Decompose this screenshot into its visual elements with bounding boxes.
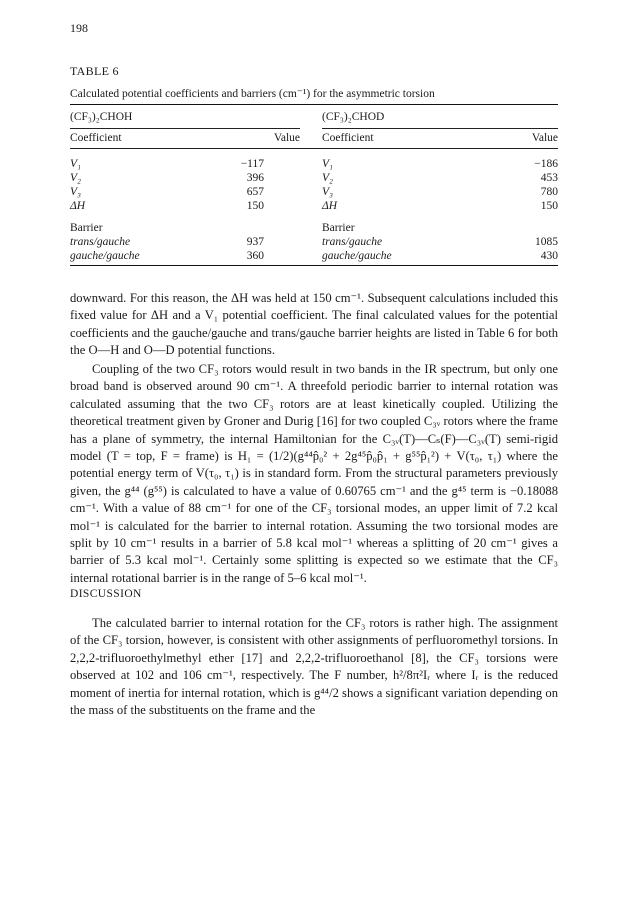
section-heading: DISCUSSION — [70, 588, 142, 600]
col-header-coefficient-right: Coefficient — [322, 132, 374, 144]
barrier-value-left: 937 — [246, 236, 264, 248]
coef-value-left: −117 — [240, 158, 264, 170]
coef-value-right: −186 — [534, 158, 558, 170]
coef-value-right: 780 — [540, 186, 558, 198]
coef-name-right: V₃ — [322, 186, 334, 198]
table-label: TABLE 6 — [70, 64, 119, 78]
body-paragraph: Coupling of the two CF₃ rotors would result in two bands in the IR spectrum, but only one broad band is observed around 90 cm⁻¹. A threefold periodic barrier to internal rotation was calculated assuming that the two CF₃ rotors are at least kinetically coupled. Utilizing the theoretical treatment given by Groner and Durig [16] for two coupled C₃ᵥ rotors where the frame has a plane of symmetry, the internal Hamiltonian for the C₃ᵥ(T)—Cₛ(F)—C₃ᵥ(T) semi-rigid model (T = top, F = frame) is H₁ = (1/2)(g⁴⁴p̂₀² + 2g⁴⁵p̂₀p̂₁ + g⁵⁵p̂₁²) + V(τ₀, τ₁) where the potential energy term of V(τ₀, τ₁) is in standard form. From the structural parameters previously given, the g⁴⁴ (g⁵⁵) is calculated to have a value of 0.60765 cm⁻¹ and the g⁴⁵ term is −0.18088 cm⁻¹. With a value of 88 cm⁻¹ for one of the CF₃ torsional modes, an upper limit of 7.2 kcal mol⁻¹ is calculated for the barrier to internal rotation. Assuming the two torsional modes are split by 10 cm⁻¹ results in a barrier of 5.8 kcal mol⁻¹ whereas a splitting of 20 cm⁻¹ gives a barrier of 5.3 kcal mol⁻¹. Certainly some splitting is expected so we estimate that the CF₃ internal rotational barrier is in the range of 5–6 kcal mol⁻¹. — [70, 362, 558, 585]
barrier-value-left: 360 — [246, 250, 264, 262]
coef-name-left: V₂ — [70, 172, 82, 184]
body-paragraph-1-block — [70, 290, 558, 360]
table-caption: Calculated potential coefficients and barriers (cm⁻¹) for the asymmetric torsion — [70, 88, 435, 100]
group-header-od: (CF₃)₂CHOD — [322, 111, 385, 123]
col-header-value-right: Value — [531, 132, 558, 144]
header-bottom-rule — [70, 148, 558, 149]
table-top-rule — [70, 104, 558, 105]
barrier-name-left: gauche/gauche — [70, 250, 140, 262]
body-paragraph: The calculated barrier to internal rotation for the CF₃ rotors is rather high. The assignment of the CF₃ torsion, however, is consistent with other assignments of perfluoromethyl torsions. In 2,2,2-trifluoroethylmethyl ether [17] and 2,2,2-trifluoroethanol [8], the CF₃ torsions were observed at 102 and 106 cm⁻¹, respectively. The F number, h²/8π²Iᵣ where Iᵣ is the reduced moment of inertia for internal rotation, which is g⁴⁴/2 shows a significant variation depending on the mass of the substituents on the frame and the — [70, 616, 558, 718]
coef-value-left: 657 — [246, 186, 264, 198]
barrier-name-right: gauche/gauche — [322, 250, 392, 262]
coef-name-right: V₂ — [322, 172, 334, 184]
coef-value-left: 150 — [246, 200, 264, 212]
barrier-label-right: Barrier — [322, 222, 355, 234]
coef-name-left: ΔH — [70, 200, 86, 212]
barrier-name-left: trans/gauche — [70, 236, 131, 248]
page-number: 198 — [70, 21, 88, 35]
body-paragraph: downward. For this reason, the ΔH was held at 150 cm⁻¹. Subsequent calculations included this fixed value for ΔH and a V₁ potential coefficient. The final calculated values for the potential coefficients and the gauche/gauche and trans/gauche barrier heights are listed in Table 6 for both the O—H and O—D potential functions. — [70, 291, 558, 358]
coef-value-left: 396 — [246, 172, 264, 184]
table-bottom-rule — [70, 265, 558, 266]
coef-name-left: V₁ — [70, 158, 82, 170]
coef-name-left: V₃ — [70, 186, 82, 198]
group-rule-right — [322, 128, 558, 129]
col-header-coefficient-left: Coefficient — [70, 132, 122, 144]
coef-name-right: ΔH — [322, 200, 338, 212]
coef-name-right: V₁ — [322, 158, 334, 170]
body-paragraph-2-block — [70, 361, 558, 587]
group-rule-left — [70, 128, 300, 129]
coef-value-right: 150 — [540, 200, 558, 212]
col-header-value-left: Value — [273, 132, 300, 144]
barrier-name-right: trans/gauche — [322, 236, 383, 248]
coef-value-right: 453 — [540, 172, 558, 184]
barrier-value-right: 1085 — [535, 236, 558, 248]
barrier-value-right: 430 — [540, 250, 558, 262]
body-paragraph-3-block — [70, 615, 558, 719]
barrier-label-left: Barrier — [70, 222, 103, 234]
group-header-oh: (CF₃)₂CHOH — [70, 111, 133, 123]
